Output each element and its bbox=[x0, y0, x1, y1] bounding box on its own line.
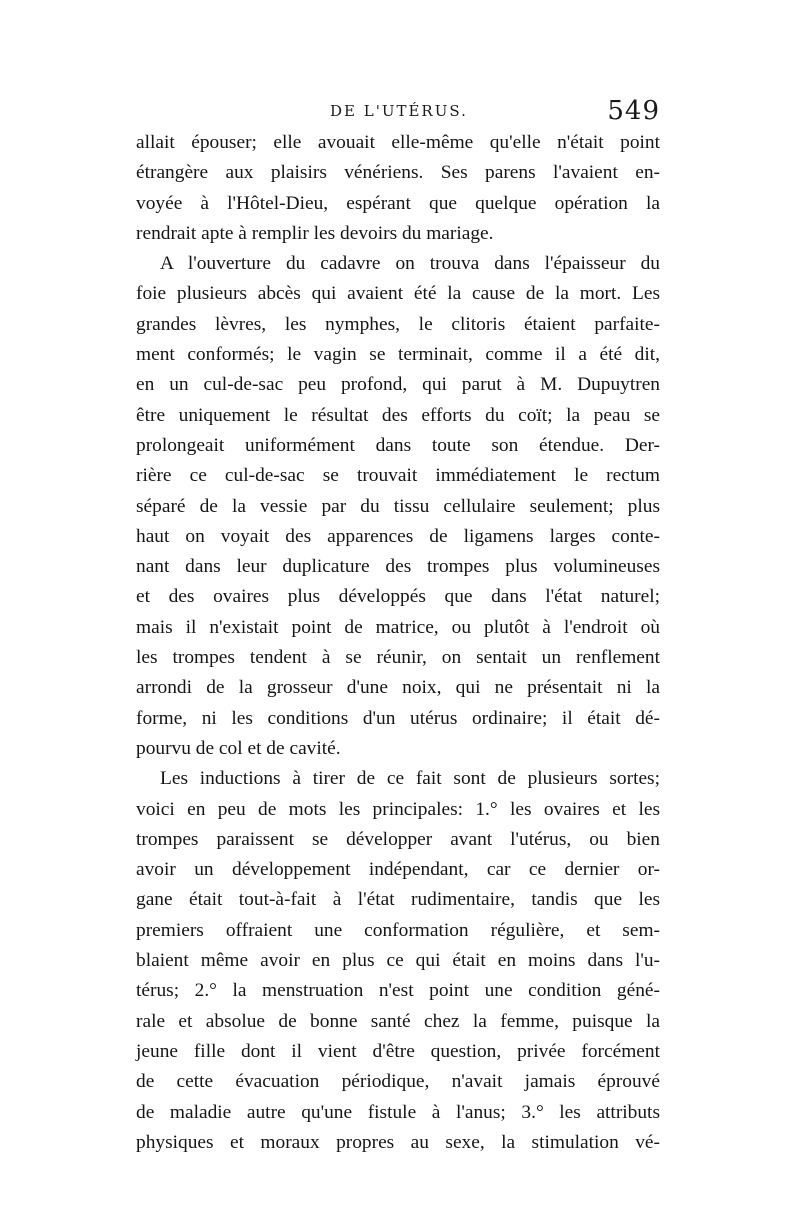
text-line: térus; 2.° la menstruation n'est point une condition géné- bbox=[136, 980, 660, 1002]
text-line: voyée à l'Hôtel-Dieu, espérant que quelque opération la bbox=[136, 192, 660, 214]
paragraph-end-line: rendrait apte à remplir les devoirs du mariage. bbox=[136, 222, 494, 244]
text-line: blaient même avoir en plus ce qui était en moins dans l'u- bbox=[136, 950, 660, 972]
text-line: en un cul-de-sac peu profond, qui parut à M. Dupuytren bbox=[136, 374, 660, 396]
running-head bbox=[135, 96, 660, 130]
text-line: séparé de la vessie par du tissu cellulaire seulement; plus bbox=[136, 495, 660, 517]
text-line: grandes lèvres, les nymphes, le clitoris étaient parfaite- bbox=[136, 313, 660, 335]
text-line: de maladie autre qu'une fistule à l'anus; 3.° les attributs bbox=[136, 1101, 660, 1123]
text-line: étrangère aux plaisirs vénériens. Ses parens l'avaient en- bbox=[136, 162, 660, 184]
text-line: rière ce cul-de-sac se trouvait immédiatement le rectum bbox=[136, 465, 660, 487]
text-line: nant dans leur duplicature des trompes plus volumineuses bbox=[136, 556, 660, 578]
text-line: arrondi de la grosseur d'une noix, qui ne présentait ni la bbox=[136, 677, 660, 699]
paragraph-start-line: Les inductions à tirer de ce fait sont de plusieurs sortes; bbox=[160, 768, 660, 790]
paragraph-end-line: pourvu de col et de cavité. bbox=[136, 737, 341, 759]
text-line: premiers offraient une conformation régulière, et sem- bbox=[136, 919, 660, 941]
text-line: forme, ni les conditions d'un utérus ordinaire; il était dé- bbox=[136, 707, 660, 729]
text-line: haut on voyait des apparences de ligamens larges conte- bbox=[136, 525, 660, 547]
text-line: physiques et moraux propres au sexe, la stimulation vé- bbox=[136, 1131, 660, 1153]
text-line: gane était tout-à-fait à l'état rudimentaire, tandis que les bbox=[136, 889, 660, 911]
text-line: voici en peu de mots les principales: 1.° les ovaires et les bbox=[136, 798, 660, 820]
text-line: jeune fille dont il vient d'être question, privée forcément bbox=[136, 1040, 660, 1062]
text-line: ment conformés; le vagin se terminait, comme il a été dit, bbox=[136, 344, 660, 366]
page-number: 549 bbox=[607, 96, 660, 126]
body-text bbox=[136, 128, 660, 1158]
text-line: trompes paraissent se développer avant l'utérus, ou bien bbox=[136, 828, 660, 850]
text-line: les trompes tendent à se réunir, on sentait un renflement bbox=[136, 647, 660, 669]
text-line: de cette évacuation périodique, n'avait jamais éprouvé bbox=[136, 1071, 660, 1093]
text-line: prolongeait uniformément dans toute son étendue. Der- bbox=[136, 434, 660, 456]
paragraph-start-line: A l'ouverture du cadavre on trouva dans l'épaisseur du bbox=[160, 253, 660, 275]
text-line: avoir un développement indépendant, car ce dernier or- bbox=[136, 859, 660, 881]
text-line: foie plusieurs abcès qui avaient été la cause de la mort. Les bbox=[136, 283, 660, 305]
text-line: mais il n'existait point de matrice, ou plutôt à l'endroit où bbox=[136, 616, 660, 638]
text-line: allait épouser; elle avouait elle-même qu'elle n'était point bbox=[136, 132, 660, 153]
running-title: DE L'UTÉRUS. bbox=[330, 102, 468, 120]
text-line: rale et absolue de bonne santé chez la femme, puisque la bbox=[136, 1010, 660, 1032]
text-line: et des ovaires plus développés que dans l'état naturel; bbox=[136, 586, 660, 608]
text-line: être uniquement le résultat des efforts du coït; la peau se bbox=[136, 404, 660, 426]
